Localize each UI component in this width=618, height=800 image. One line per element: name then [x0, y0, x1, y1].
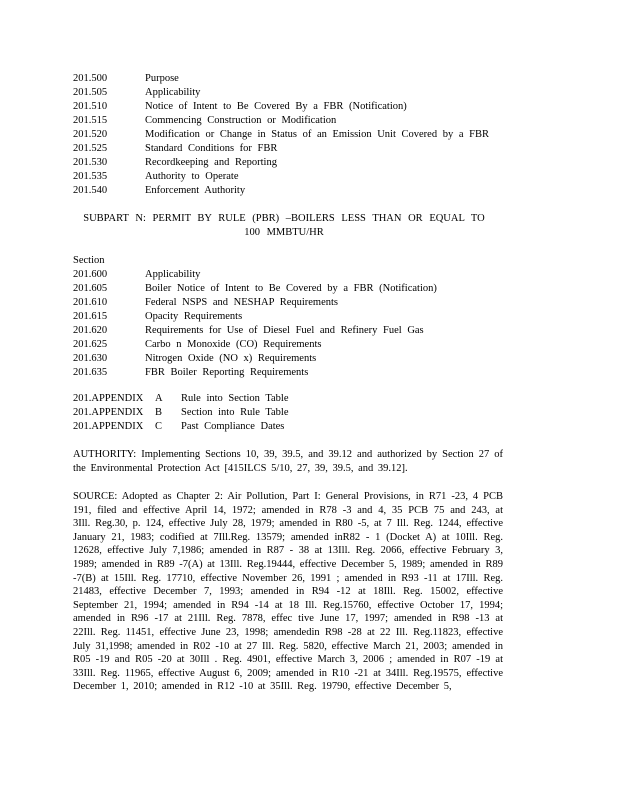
appendix-number: 201.APPENDIX [73, 407, 144, 418]
section-title: FBR Boiler Reporting Requirements [145, 367, 309, 378]
appendix-title: Rule into Section Table [181, 393, 289, 404]
section-number: 201.505 [73, 87, 108, 98]
toc-entry [73, 282, 533, 296]
section-number: 201.635 [73, 367, 108, 378]
toc-entry [73, 296, 533, 310]
section-title: Standard Conditions for FBR [145, 143, 278, 154]
section-title: Carbo n Monoxide (CO) Requirements [145, 339, 322, 350]
section-title: Requirements for Use of Diesel Fuel and Refinery Fuel Gas [145, 325, 424, 336]
section-number: 201.530 [73, 157, 108, 168]
toc-entry [73, 170, 533, 184]
toc-entry [73, 156, 533, 170]
toc-entry [73, 128, 533, 142]
appendix-entry [73, 420, 533, 434]
toc-entry [73, 114, 533, 128]
appendix-letter: C [155, 421, 163, 432]
appendix-title: Section into Rule Table [181, 407, 289, 418]
toc-entry [73, 100, 533, 114]
toc-entry [73, 142, 533, 156]
toc-entry [73, 310, 533, 324]
section-title: Federal NSPS and NESHAP Requirements [145, 297, 339, 308]
authority-paragraph: AUTHORITY: Implementing Sections 10, 39, 39.5, and 39.12 and authorized by Section 27 of the Environmental Protection Act [415ILCS 5/10, 27, 39, 39.5, and 39.12]. [73, 449, 503, 474]
toc-entry [73, 86, 533, 100]
appendix-number: 201.APPENDIX [73, 393, 144, 404]
section-title: Recordkeeping and Reporting [145, 157, 277, 168]
section-title: Authority to Operate [145, 171, 239, 182]
section-number: 201.535 [73, 171, 108, 182]
appendix-title: Past Compliance Dates [181, 421, 285, 432]
section-title: Applicability [145, 87, 201, 98]
section-column-label: Section [73, 255, 105, 266]
appendix-letter: A [155, 393, 163, 404]
section-number: 201.500 [73, 73, 108, 84]
toc-entry [73, 366, 533, 380]
section-title: Nitrogen Oxide (NO x) Requirements [145, 353, 317, 364]
toc-entry [73, 338, 533, 352]
appendix-entry [73, 406, 533, 420]
section-number: 201.520 [73, 129, 108, 140]
appendix-number: 201.APPENDIX [73, 421, 144, 432]
subpart-heading-line2: 100 MMBTU/HR [244, 227, 324, 238]
section-number: 201.515 [73, 115, 108, 126]
toc-entry [73, 72, 533, 86]
section-title: Purpose [145, 73, 179, 84]
section-number: 201.525 [73, 143, 108, 154]
section-title: Boiler Notice of Intent to Be Covered by a FBR (Notification) [145, 283, 437, 294]
section-title: Opacity Requirements [145, 311, 243, 322]
toc-entry [73, 352, 533, 366]
section-number: 201.540 [73, 185, 108, 196]
section-title: Commencing Construction or Modification [145, 115, 337, 126]
source-paragraph: SOURCE: Adopted as Chapter 2: Air Pollution, Part I: General Provisions, in R71 -23, 4 PCB 191, filed and effective April 14, 1972; amended in R78 -3 and 4, 35 PCB 75 and 243, at 3Ill. Reg.30, p. 124, effective July 28, 1979; amended in R80 -5, at 7 Ill. Reg. 1244, effective January 21, 1983; codified at 7Ill.Reg. 13579; amended inR82 - 1 (Docket A) at 10Ill. Reg. 12628, effective July 7,1986; amended in R87 - 38 at 13Ill. Reg. 2066, effective February 3, 1989; amended in R89 -7(A) at 13Ill. Reg.19444, effective December 5, 1989; amended in R89 -7(B) at 15Ill. Reg. 17710, effective November 26, 1991 ; amended in R93 -11 at 17Ill. Reg. 21483, effective December 7, 1993; amended in R94 -12 at 18Ill. Reg. 15002, effective September 21, 1994; amended in R94 -14 at 18 Ill. Reg.15760, effective October 17, 1994; amended in R96 -17 at 21Ill. Reg. 7878, effec tive June 17, 1997; amended in R98 -13 at 22Ill. Reg. 11451, effective June 23, 1998; amendedin R98 -28 at 22 Ill. Reg.11823, effective July 31,1998; amended in R02 -10 at 27 Ill. Reg. 5820, effective March 21, 2003; amended in R05 -19 and R05 -20 at 30Ill . Reg. 4901, effective March 3, 2006 ; amended in R07 -19 at 33Ill. Reg. 11965, effective August 6, 2009; amended in R10 -21 at 34Ill. Reg.19575, effective December 1, 2010; amended in R12 -10 at 35Ill. Reg. 19790, effective December 5, [73, 491, 503, 693]
section-number: 201.620 [73, 325, 108, 336]
section-title: Enforcement Authority [145, 185, 246, 196]
section-number: 201.625 [73, 339, 108, 350]
appendix-entry [73, 392, 533, 406]
section-title: Applicability [145, 269, 201, 280]
section-number: 201.610 [73, 297, 108, 308]
section-title: Notice of Intent to Be Covered By a FBR (Notification) [145, 101, 407, 112]
section-number: 201.600 [73, 269, 108, 280]
toc-entry [73, 184, 533, 198]
appendix-letter: B [155, 407, 163, 418]
toc-entry [73, 324, 533, 338]
section-number: 201.615 [73, 311, 108, 322]
section-number: 201.630 [73, 353, 108, 364]
subpart-heading-line1: SUBPART N: PERMIT BY RULE (PBR) –BOILERS LESS THAN OR EQUAL TO [83, 213, 485, 224]
subpart-heading [73, 212, 495, 240]
toc-entry [73, 268, 533, 282]
section-number: 201.510 [73, 101, 108, 112]
section-title: Modification or Change in Status of an Emission Unit Covered by a FBR [145, 129, 489, 140]
section-number: 201.605 [73, 283, 108, 294]
